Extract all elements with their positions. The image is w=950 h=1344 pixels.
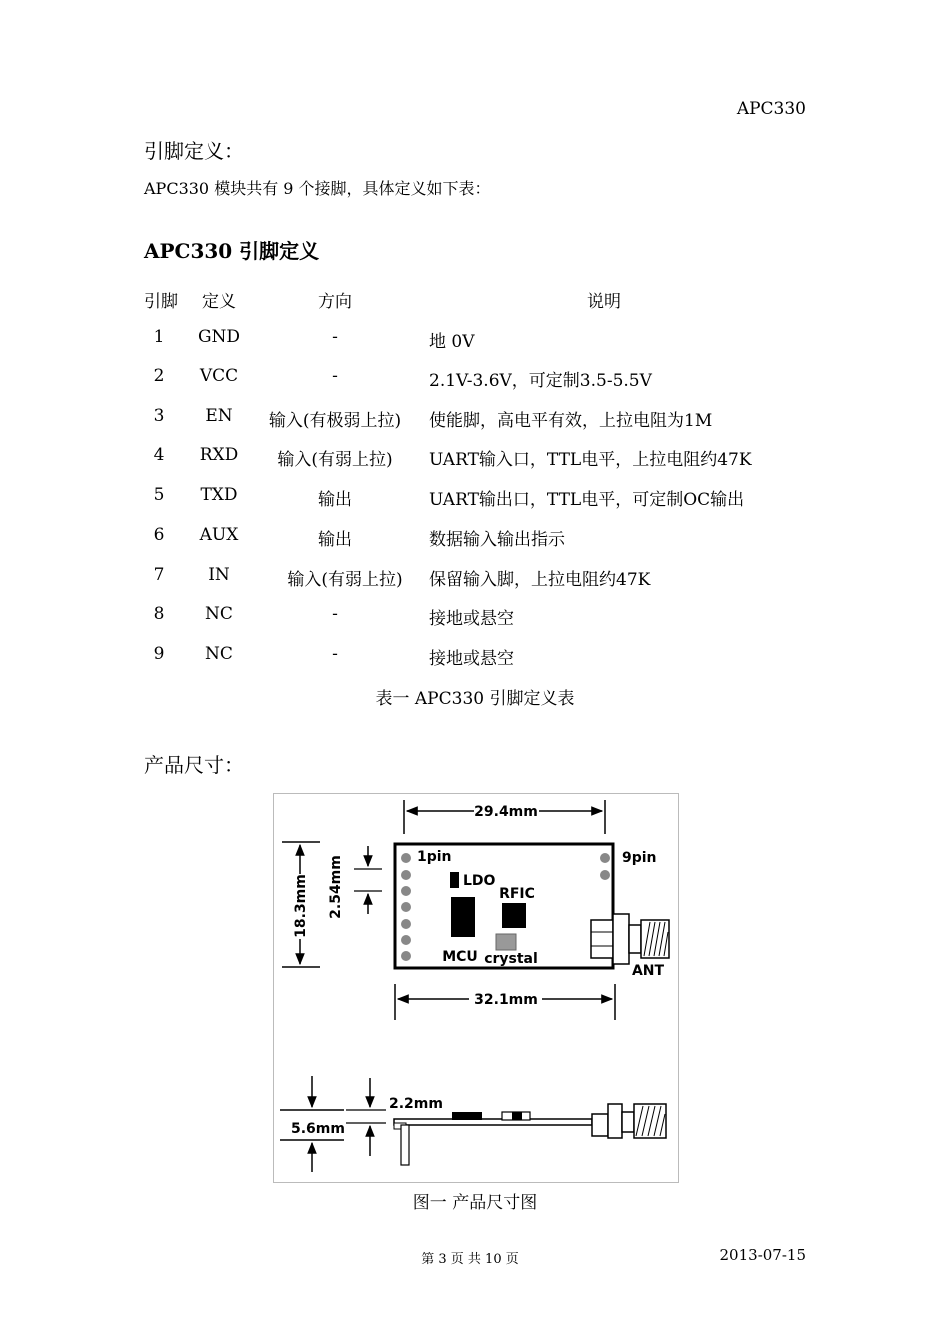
table-row: [0, 485, 950, 511]
cell-dir: -: [332, 366, 338, 386]
cell-dir: 输出: [318, 530, 352, 550]
table-row: [0, 406, 950, 432]
ldo-chip: [450, 872, 459, 888]
section-heading-pin-definition: 引脚定义：: [144, 139, 244, 163]
cell-def: RXD: [199, 445, 239, 465]
cell-dir: 输入(有弱上拉): [287, 570, 403, 590]
total-width-label: 32.1mm: [474, 992, 538, 1008]
cell-dir: 输入(有弱上拉): [277, 450, 393, 470]
cell-def: NC: [205, 644, 233, 664]
cell-desc: 地 0V: [429, 332, 475, 352]
cell-desc: 保留输入脚，上拉电阻约47K: [429, 570, 651, 590]
table-row: [0, 445, 950, 471]
table-row: [0, 525, 950, 551]
side-thickness-label: 2.2mm: [389, 1096, 443, 1112]
cell-desc: UART输入口，TTL电平，上拉电阻约47K: [429, 450, 752, 470]
side-height-label: 5.6mm: [291, 1121, 345, 1137]
cell-pin: 6: [153, 525, 165, 545]
cell-dir: -: [332, 327, 338, 347]
cell-desc: 使能脚，高电平有效，上拉电阻为1M: [429, 411, 713, 431]
cell-def: VCC: [199, 366, 239, 386]
table-row: [0, 565, 950, 591]
cell-pin: 2: [153, 366, 165, 386]
figure-caption: 图一 产品尺寸图: [412, 1193, 538, 1213]
cell-def: EN: [205, 406, 233, 426]
pin9-label: 9pin: [622, 850, 657, 866]
crystal-label: crystal: [484, 951, 538, 967]
table-row: [0, 604, 950, 630]
intro-paragraph: APC330 模块共有 9 个接脚，具体定义如下表：: [144, 179, 491, 198]
header-desc: 说明: [587, 292, 621, 312]
cell-pin: 5: [153, 485, 165, 505]
cell-pin: 3: [153, 406, 165, 426]
rfic-label: RFIC: [499, 886, 535, 902]
cell-desc: 数据输入输出指示: [429, 530, 565, 550]
cell-pin: 4: [153, 445, 165, 465]
table-row: [0, 366, 950, 392]
mcu-label: MCU: [442, 949, 478, 965]
cell-def: AUX: [199, 525, 239, 545]
dimension-drawing: [274, 794, 678, 1182]
cell-def: GND: [197, 327, 241, 347]
table-row: [0, 644, 950, 670]
side-pin: [401, 1125, 409, 1165]
cell-def: IN: [208, 565, 230, 585]
footer-date: 2013-07-15: [719, 1246, 806, 1264]
cell-def: TXD: [200, 485, 238, 505]
header-def: 定义: [202, 292, 236, 312]
table-row: [0, 327, 950, 353]
dimension-figure: [273, 793, 679, 1183]
table-header-row: [0, 287, 950, 313]
ant-connector-base: [591, 920, 613, 958]
side-board: [394, 1119, 592, 1125]
cell-desc: UART输出口，TTL电平，可定制OC输出: [429, 490, 745, 510]
cell-def: NC: [205, 604, 233, 624]
cell-dir: -: [332, 604, 338, 624]
footer-page-number: 第 3 页 共 10 页: [421, 1252, 519, 1267]
rfic-chip: [502, 903, 526, 928]
section-heading-dimensions: 产品尺寸：: [144, 753, 244, 777]
width-label: 29.4mm: [474, 804, 538, 820]
pin1-label: 1pin: [417, 849, 452, 865]
header-pin: 引脚: [144, 292, 178, 312]
table-title: APC330 引脚定义: [144, 239, 320, 263]
cell-dir: 输出: [318, 490, 352, 510]
header-dir: 方向: [318, 292, 352, 312]
ldo-label: LDO: [463, 873, 496, 889]
ant-label: ANT: [631, 963, 665, 979]
table-caption: 表一 APC330 引脚定义表: [375, 689, 575, 709]
crystal-component: [496, 934, 516, 950]
cell-desc: 接地或悬空: [429, 649, 514, 669]
cell-dir: -: [332, 644, 338, 664]
cell-desc: 接地或悬空: [429, 609, 514, 629]
mcu-chip: [451, 897, 475, 937]
pitch-label: 2.54mm: [328, 855, 344, 919]
cell-pin: 1: [153, 327, 165, 347]
cell-pin: 9: [153, 644, 165, 664]
side-component: [452, 1112, 482, 1120]
cell-pin: 8: [153, 604, 165, 624]
cell-dir: 输入(有极弱上拉): [268, 411, 402, 431]
cell-desc: 2.1V-3.6V，可定制3.5-5.5V: [429, 371, 652, 391]
height-label: 18.3mm: [293, 874, 309, 938]
header-doc-id: APC330: [736, 99, 806, 119]
cell-pin: 7: [153, 565, 165, 585]
